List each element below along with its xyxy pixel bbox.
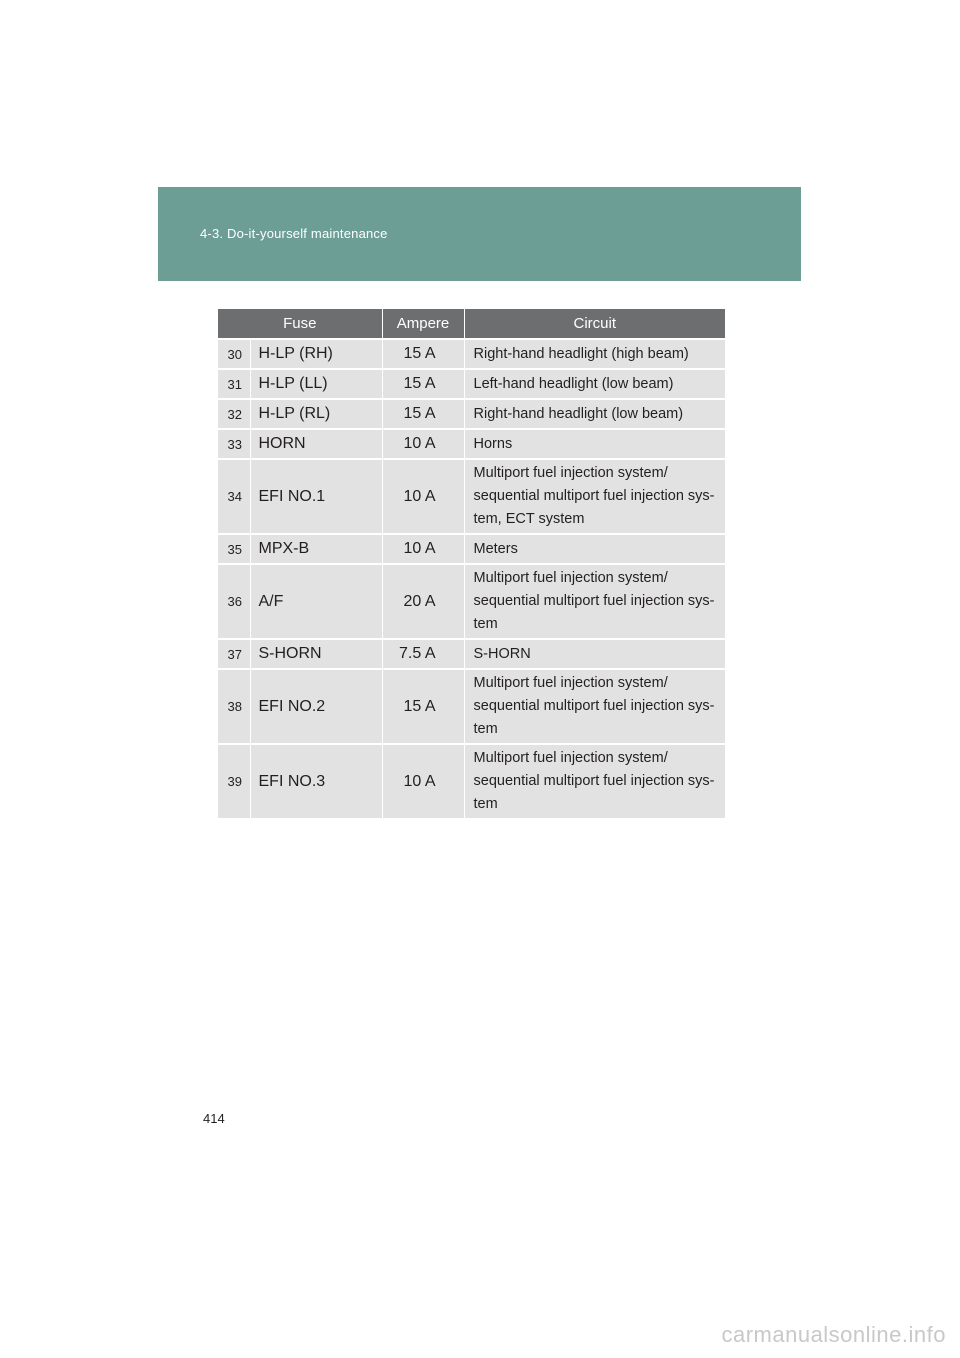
fuse-name: H-LP (RL)	[250, 399, 382, 429]
table-row	[218, 459, 725, 534]
fuse-name: EFI NO.3	[250, 744, 382, 818]
fuse-name: MPX-B	[250, 534, 382, 564]
fuse-ampere: 10 A	[382, 429, 464, 459]
table-header-row	[218, 309, 725, 339]
fuse-number: 35	[218, 534, 250, 564]
fuse-ampere: 15 A	[382, 339, 464, 369]
fuse-circuit: Right-hand headlight (high beam)	[464, 339, 725, 369]
fuse-number: 38	[218, 669, 250, 744]
fuse-circuit: Multiport fuel injection system/ sequential multiport fuel injection sys- tem, ECT system	[464, 459, 725, 534]
fuse-name: EFI NO.1	[250, 459, 382, 534]
fuse-number: 34	[218, 459, 250, 534]
table-row	[218, 534, 725, 564]
fuse-name: H-LP (LL)	[250, 369, 382, 399]
table-row	[218, 564, 725, 639]
fuse-ampere: 15 A	[382, 669, 464, 744]
table-row	[218, 639, 725, 669]
fuse-name: S-HORN	[250, 639, 382, 669]
fuse-number: 31	[218, 369, 250, 399]
fuse-name: A/F	[250, 564, 382, 639]
table-row	[218, 669, 725, 744]
column-header-fuse: Fuse	[218, 309, 382, 339]
table-row	[218, 399, 725, 429]
fuse-number: 33	[218, 429, 250, 459]
fuse-name: HORN	[250, 429, 382, 459]
fuse-ampere: 15 A	[382, 399, 464, 429]
table-row	[218, 429, 725, 459]
fuse-number: 39	[218, 744, 250, 818]
column-header-ampere: Ampere	[382, 309, 464, 339]
watermark: carmanualsonline.info	[721, 1322, 946, 1347]
table-row	[218, 369, 725, 399]
fuse-number: 37	[218, 639, 250, 669]
page-number: 414	[203, 1111, 225, 1126]
fuse-number: 32	[218, 399, 250, 429]
fuse-ampere: 20 A	[382, 564, 464, 639]
fuse-name: EFI NO.2	[250, 669, 382, 744]
fuse-ampere: 10 A	[382, 534, 464, 564]
section-title: 4-3. Do-it-yourself maintenance	[200, 226, 388, 241]
column-header-circuit: Circuit	[464, 309, 725, 339]
fuse-table	[218, 309, 725, 818]
fuse-circuit: Multiport fuel injection system/ sequential multiport fuel injection sys- tem	[464, 564, 725, 639]
fuse-circuit: Meters	[464, 534, 725, 564]
table-row	[218, 744, 725, 818]
fuse-circuit: Right-hand headlight (low beam)	[464, 399, 725, 429]
fuse-name: H-LP (RH)	[250, 339, 382, 369]
fuse-ampere: 15 A	[382, 369, 464, 399]
section-header-band	[158, 187, 801, 281]
fuse-circuit: Left-hand headlight (low beam)	[464, 369, 725, 399]
fuse-ampere: 7.5 A	[382, 639, 464, 669]
fuse-circuit: Multiport fuel injection system/ sequential multiport fuel injection sys- tem	[464, 744, 725, 818]
fuse-number: 36	[218, 564, 250, 639]
fuse-number: 30	[218, 339, 250, 369]
fuse-ampere: 10 A	[382, 744, 464, 818]
fuse-ampere: 10 A	[382, 459, 464, 534]
fuse-circuit: Horns	[464, 429, 725, 459]
fuse-circuit: Multiport fuel injection system/ sequential multiport fuel injection sys- tem	[464, 669, 725, 744]
fuse-circuit: S-HORN	[464, 639, 725, 669]
table-row	[218, 339, 725, 369]
